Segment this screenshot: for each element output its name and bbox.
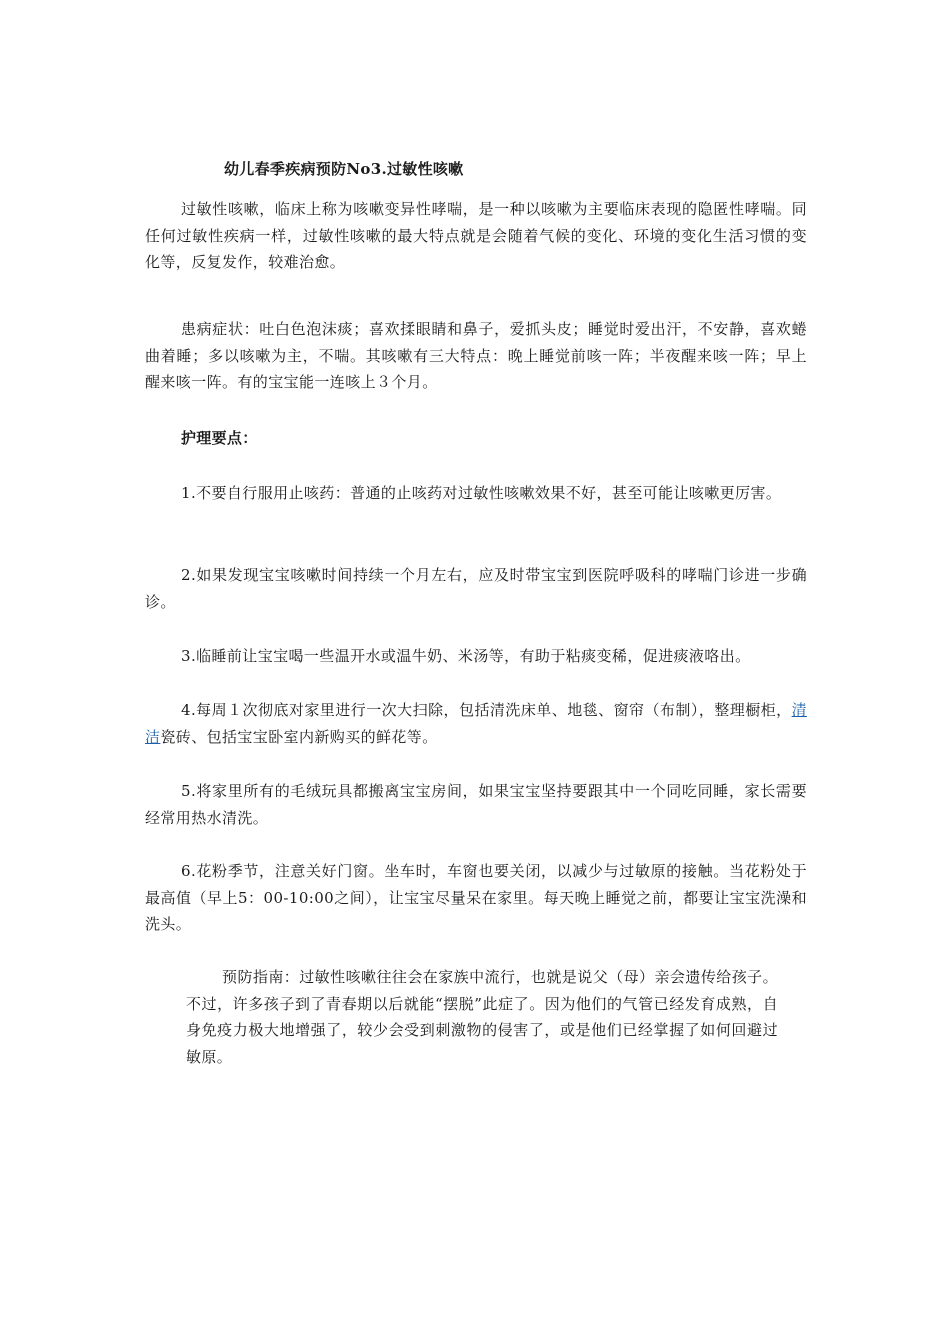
- care-point-3: 3.临睡前让宝宝喝一些温开水或温牛奶、米汤等，有助于粘痰变稀，促进痰液咯出。: [181, 647, 751, 665]
- care-point-4: [145, 697, 807, 750]
- intro-paragraph: 过敏性咳嗽，临床上称为咳嗽变异性哮喘，是一种以咳嗽为主要临床表现的隐匿性哮喘。同任何过敏性疾病一样，过敏性咳嗽的最大特点就是会随着气候的变化、环境的变化生活习惯的变化等，反复发作，较难治愈。: [145, 200, 807, 271]
- document-title: 幼儿春季疾病预防No3.过敏性咳嗽: [224, 160, 464, 178]
- care-heading: 护理要点：: [181, 429, 258, 447]
- care-point-4-text-before: 4.每周１次彻底对家里进行一次大扫除，包括清洗床单、地毯、窗帘（布制），整理橱柜，: [181, 701, 792, 719]
- care-point-6: 6.花粉季节，注意关好门窗。坐车时，车窗也要关闭，以减少与过敏原的接触。当花粉处于最高值（早上5：00-10:00之间），让宝宝尽量呆在家里。每天晚上睡觉之前，都要让宝宝洗澡和洗头。: [145, 862, 807, 933]
- care-point-4-text-after: 瓷砖、包括宝宝卧室内新购买的鲜花等。: [160, 727, 438, 746]
- care-point-5: 5.将家里所有的毛绒玩具都搬离宝宝房间，如果宝宝坚持要跟其中一个同吃同睡，家长需要经常用热水清洗。: [145, 782, 807, 827]
- care-point-2: 2.如果发现宝宝咳嗽时间持续一个月左右，应及时带宝宝到医院呼吸科的哮喘门诊进一步确诊。: [145, 566, 807, 611]
- prevention-guide-paragraph: 预防指南：过敏性咳嗽往往会在家族中流行，也就是说父（母）亲会遗传给孩子。不过，许多孩子到了青春期以后就能“摆脱”此症了。因为他们的气管已经发育成熟，自身免疫力极大地增强了，较少会受到刺激物的侵害了，或是他们已经掌握了如何回避过敏原。: [186, 968, 778, 1066]
- cleaning-link[interactable]: 清洁: [145, 701, 807, 746]
- symptoms-paragraph: 患病症状：吐白色泡沫痰；喜欢揉眼睛和鼻子，爱抓头皮；睡觉时爱出汗，不安静，喜欢蜷曲着睡；多以咳嗽为主，不喘。其咳嗽有三大特点：晚上睡觉前咳一阵；半夜醒来咳一阵；早上醒来咳一阵。有的宝宝能一连咳上３个月。: [145, 320, 807, 391]
- care-point-1: 1.不要自行服用止咳药：普通的止咳药对过敏性咳嗽效果不好，甚至可能让咳嗽更厉害。: [181, 484, 782, 502]
